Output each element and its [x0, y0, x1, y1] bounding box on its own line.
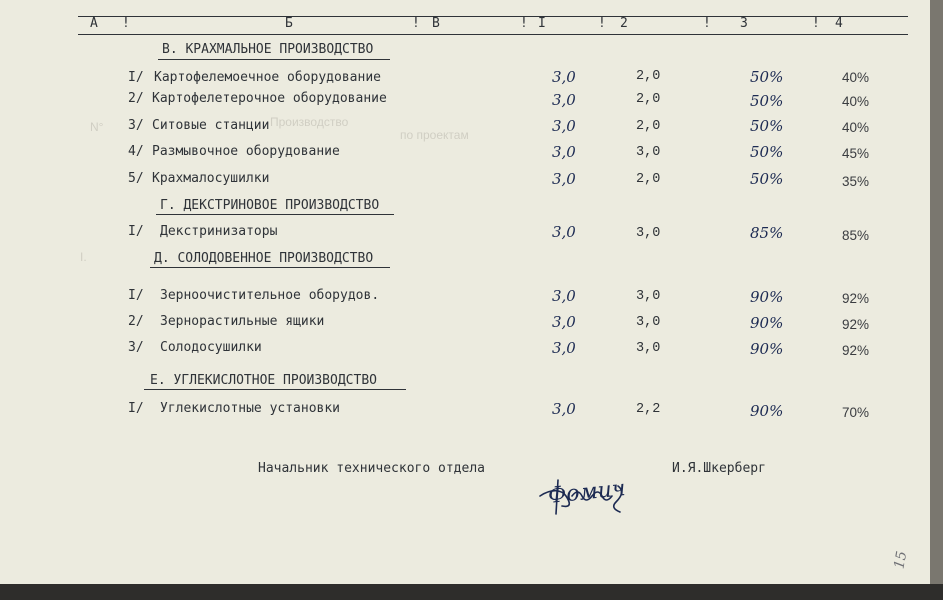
row-number: I/	[128, 401, 144, 416]
col-4-value: 45%	[842, 146, 870, 161]
section-title: Г. ДЕКСТРИНОВОЕ ПРОИЗВОДСТВО	[160, 198, 380, 213]
handwritten-percent: 50%	[750, 68, 784, 86]
col-4-value: 85%	[842, 228, 870, 243]
row-number: 4/	[128, 144, 144, 159]
col-2-value: 2,0	[636, 92, 661, 107]
handwritten-percent: 90%	[750, 402, 784, 420]
header-col-b: Б	[285, 16, 293, 31]
row-name: Картофелетерочное оборудование	[152, 91, 387, 106]
row-name: Ситовые станции	[152, 118, 270, 133]
section-underline	[150, 267, 390, 268]
row-name: Размывочное оборудование	[152, 144, 340, 159]
header-col-a: А	[90, 16, 98, 31]
handwritten-value: 3,0	[552, 143, 576, 161]
signature-stroke	[532, 466, 642, 518]
header-sep: !	[520, 16, 528, 31]
handwritten-value: 3,0	[552, 400, 576, 418]
header-col-4: 4	[835, 16, 843, 31]
header-top-rule	[78, 16, 908, 17]
col-2-value: 2,0	[636, 69, 661, 84]
row-name: Зернорастильные ящики	[160, 314, 325, 329]
document-page: N° Производство по проектам I. А ! Б ! В ! I ! 2 ! 3 ! 4 В. КРАХМАЛЬНОЕ ПРОИЗВОДСТВО I/ Картофелемоечное оборудование 3,0 2,0 50% 40% 2/ Картофелетерочное оборудование 3,0 2,0 50% 40% 3/ Ситовые станции 3,0 2,0 50% 40% 4/ Размывочное оборудование 3,0 3,0 50% 45% 5/ Крахмалосушилки 3,0 2,0 50% 35% Г. ДЕКСТРИНОВОЕ ПРОИЗВОДСТВО I/ Декстринизаторы 3,0 3,0 85% 85% Д. СОЛОДОВЕННОЕ ПРОИЗВОДСТВО I/ Зерноочистительное оборудов. 3,0 3,0 90% 92% 2/ Зернорастильные ящики 3,0 3,0 90% 92% 3/ Солодосушилки 3,0 3,0 90% 92% Е. УГЛЕКИСЛОТНОЕ ПРОИЗВОДСТВО I/ Углекислотные установки 3,0 2,2 90% 70% Начальник технического отдела И.Я.Шкерберг Фомич 15	[0, 0, 930, 584]
col-4-value: 40%	[842, 70, 870, 85]
handwritten-percent: 90%	[750, 340, 784, 358]
corner-page-mark: 15	[891, 549, 911, 571]
row-name: Углекислотные установки	[160, 401, 341, 416]
row-number: 5/	[128, 171, 144, 186]
handwritten-percent: 90%	[750, 314, 784, 332]
col-2-value: 3,0	[636, 145, 661, 160]
col-4-value: 40%	[842, 94, 870, 109]
handwritten-percent: 50%	[750, 143, 784, 161]
handwritten-value: 3,0	[552, 313, 576, 331]
row-number: 2/	[128, 314, 144, 329]
handwritten-percent: 90%	[750, 288, 784, 306]
header-col-1: I	[538, 16, 546, 31]
header-sep: !	[598, 16, 606, 31]
header-bottom-rule	[78, 34, 908, 35]
row-name: Солодосушилки	[160, 340, 262, 355]
handwritten-value: 3,0	[552, 170, 576, 188]
handwritten-value: 3,0	[552, 117, 576, 135]
handwritten-value: 3,0	[552, 91, 576, 109]
handwritten-value: 3,0	[552, 223, 576, 241]
section-title: Е. УГЛЕКИСЛОТНОЕ ПРОИЗВОДСТВО	[150, 373, 377, 388]
row-name: Декстринизаторы	[160, 224, 278, 239]
row-number: 3/	[128, 118, 144, 133]
col-4-value: 92%	[842, 343, 870, 358]
col-4-value: 35%	[842, 174, 870, 189]
header-col-2: 2	[620, 16, 628, 31]
section-underline	[144, 389, 406, 390]
col-2-value: 3,0	[636, 226, 661, 241]
header-sep: !	[412, 16, 420, 31]
header-col-v: В	[432, 16, 440, 31]
row-number: I/	[128, 288, 144, 303]
header-sep: !	[812, 16, 820, 31]
handwritten-value: 3,0	[552, 68, 576, 86]
row-number: I/	[128, 224, 144, 239]
handwritten-percent: 50%	[750, 170, 784, 188]
row-name: Крахмалосушилки	[152, 171, 270, 186]
col-4-value: 92%	[842, 317, 870, 332]
header-sep: !	[122, 16, 130, 31]
col-2-value: 2,0	[636, 172, 661, 187]
col-4-value: 70%	[842, 405, 870, 420]
section-underline	[156, 214, 394, 215]
header-col-3: 3	[740, 16, 748, 31]
col-2-value: 3,0	[636, 315, 661, 330]
header-sep: !	[703, 16, 711, 31]
handwritten-percent: 50%	[750, 92, 784, 110]
paper-fold-shadow	[930, 0, 943, 584]
col-4-value: 92%	[842, 291, 870, 306]
row-name: Картофелемоечное оборудование	[154, 70, 381, 85]
row-number: I/	[128, 70, 144, 85]
signatory-name: И.Я.Шкерберг	[672, 461, 766, 476]
col-2-value: 2,0	[636, 119, 661, 134]
handwritten-value: 3,0	[552, 287, 576, 305]
row-name: Зерноочистительное оборудов.	[160, 288, 380, 303]
handwritten-value: 3,0	[552, 339, 576, 357]
row-number: 3/	[128, 340, 144, 355]
col-4-value: 40%	[842, 120, 870, 135]
row-number: 2/	[128, 91, 144, 106]
signatory-role: Начальник технического отдела	[258, 461, 485, 476]
page-bottom-edge	[0, 584, 943, 600]
col-2-value: 3,0	[636, 289, 661, 304]
handwritten-percent: 85%	[750, 224, 784, 242]
handwritten-percent: 50%	[750, 117, 784, 135]
signature: Фомич	[546, 476, 627, 509]
section-underline	[158, 59, 390, 60]
col-2-value: 2,2	[636, 402, 661, 417]
col-2-value: 3,0	[636, 341, 661, 356]
section-title: В. КРАХМАЛЬНОЕ ПРОИЗВОДСТВО	[162, 42, 374, 57]
section-title: Д. СОЛОДОВЕННОЕ ПРОИЗВОДСТВО	[154, 251, 374, 266]
